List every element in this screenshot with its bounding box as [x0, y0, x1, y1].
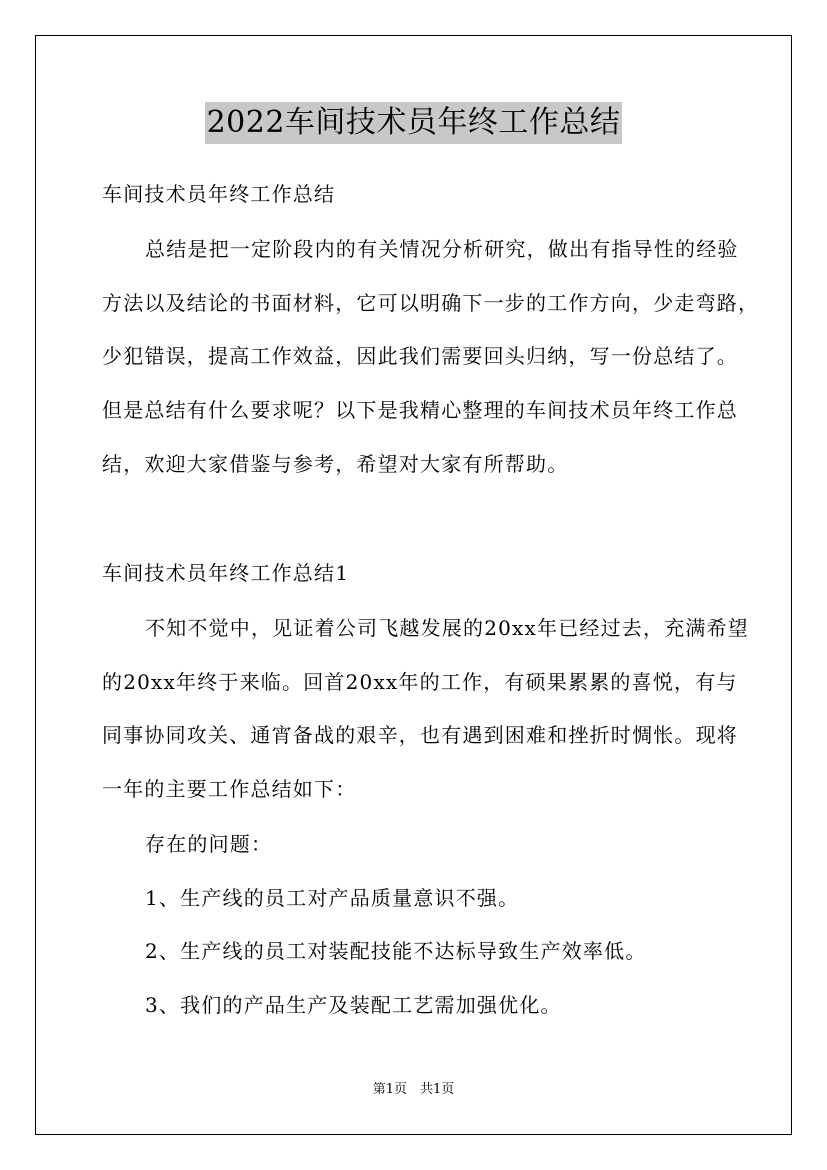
document-title: 2022车间技术员年终工作总结 [205, 102, 623, 144]
page-number: 第1页 共1页 [372, 1082, 455, 1097]
problem-item-2: 2、生产线的员工对装配技能不达标导致生产效率低。 [145, 939, 647, 963]
section1-line-3: 同事协同攻关、通宵备战的艰辛，也有遇到困难和挫折时惆怅。现将 [102, 723, 738, 747]
intro-line-1: 总结是把一定阶段内的有关情况分析研究，做出有指导性的经验 [145, 237, 739, 261]
section1-heading: 车间技术员年终工作总结1 [102, 561, 350, 585]
intro-line-3: 少犯错误，提高工作效益，因此我们需要回头归纳，写一份总结了。 [102, 344, 738, 368]
problem-item-3: 3、我们的产品生产及装配工艺需加强优化。 [145, 993, 562, 1017]
intro-line-2: 方法以及结论的书面材料，它可以明确下一步的工作方向，少走弯路， [102, 291, 760, 315]
intro-line-5: 结，欢迎大家借鉴与参考，希望对大家有所帮助。 [102, 452, 569, 476]
section1-line-1: 不知不觉中，见证着公司飞越发展的20xx年已经过去，充满希望 [145, 616, 750, 640]
subheading: 车间技术员年终工作总结 [102, 182, 336, 206]
section1-line-2: 的20xx年终于来临。回首20xx年的工作，有硕果累累的喜悦，有与 [102, 670, 738, 694]
intro-line-4: 但是总结有什么要求呢？以下是我精心整理的车间技术员年终工作总 [102, 398, 738, 422]
title-container [0, 102, 827, 144]
problems-heading: 存在的问题： [145, 832, 273, 856]
problem-item-1: 1、生产线的员工对产品质量意识不强。 [145, 886, 520, 910]
section1-line-4: 一年的主要工作总结如下： [102, 777, 357, 801]
